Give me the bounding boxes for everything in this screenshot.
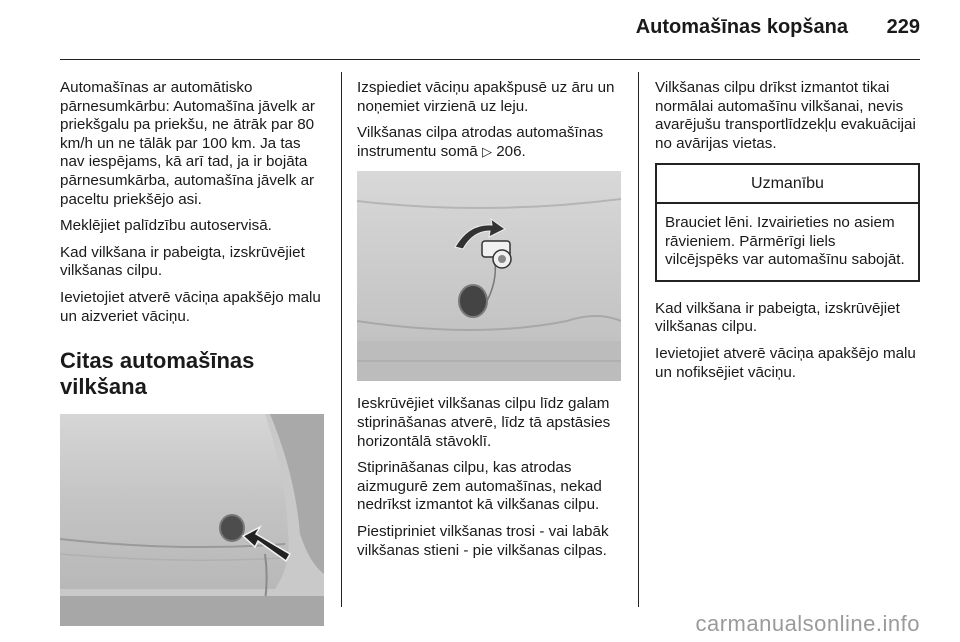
running-header-title: Automašīnas kopšana — [635, 16, 848, 38]
page-reference-number[interactable]: 206. — [496, 142, 526, 160]
column-3 — [655, 79, 920, 390]
paragraph-unscrew-eye-2: Kad vilkšana ir pabeigta, izskrūvējiet vilkšanas cilpu. — [655, 299, 900, 336]
column-1 — [60, 79, 328, 626]
watermark: carmanualsonline.info — [695, 611, 920, 636]
paragraph-tool-kit — [357, 124, 622, 161]
paragraph-screw-in-eye: Ieskrūvējiet vilkšanas cilpu līdz galam stiprināšanas atverē, līdz tā apstāsies horizontālā stāvoklī. — [357, 395, 611, 450]
column-2 — [357, 79, 622, 568]
section-heading: Citas automašīnas vilkšana — [60, 348, 255, 400]
paragraph-attach-rope: Piestipriniet vilkšanas trosi - vai labāk vilkšanas stieni - pie vilkšanas cilpas. — [357, 522, 609, 559]
column-divider-2 — [638, 72, 639, 607]
column-divider-1 — [341, 72, 342, 607]
paragraph-insert-cap: Ievietojiet atverē vāciņa apakšējo malu un aizveriet vāciņu. — [60, 288, 321, 325]
page-reference-triangle-icon[interactable]: ▷ — [481, 143, 492, 159]
caution-box — [655, 163, 920, 281]
paragraph-remove-cap: Izspiediet vāciņu apakšpusē uz āru un noņemiet virzienā uz leju. — [357, 79, 615, 115]
page-number: 229 — [886, 16, 920, 38]
paragraph-automatic-transmission: Automašīnas ar automātisko pārnesumkārbu: Automašīna jāvelk ar priekšgalu pa priekšu, ne ātrāk par 80 km/h un ne tālāk par 100 km. Ja tas nav iespējams, kā arī tad, ja ir bojāta pārnesumkārba, automašīna jāvelk ar paceltu priekšējo asi. — [60, 79, 315, 208]
tool-kit-text: Vilkšanas cilpa atrodas automašīnas instrumentu somā — [357, 124, 604, 160]
paragraph-towing-use-only: Vilkšanas cilpu drīkst izmantot tikai normālai automašīnu vilkšanai, nevis avarējušu transportlīdzekļu evakuācijai no avārijas vietas. — [655, 79, 916, 152]
paragraph-unscrew-eye: Kad vilkšana ir pabeigta, izskrūvējiet vilkšanas cilpu. — [60, 243, 305, 280]
caution-text: Brauciet lēni. Izvairieties no asiem rāvieniem. Pārmērīgi liels vilcējspēks var automašīnu sabojāt. — [665, 213, 905, 269]
caution-title: Uzmanību — [657, 165, 918, 204]
paragraph-lashing-eye-warning: Stiprināšanas cilpu, kas atrodas aizmugurē zem automašīnas, nekad nedrīkst izmantot kā vilkšanas cilpu. — [357, 459, 602, 514]
paragraph-workshop: Meklējiet palīdzību autoservisā. — [60, 217, 272, 235]
header-rule — [60, 59, 920, 60]
rear-bumper-illustration — [60, 414, 324, 626]
towing-eye-illustration — [357, 171, 621, 381]
paragraph-secure-cap: Ievietojiet atverē vāciņa apakšējo malu un nofiksējiet vāciņu. — [655, 344, 916, 381]
